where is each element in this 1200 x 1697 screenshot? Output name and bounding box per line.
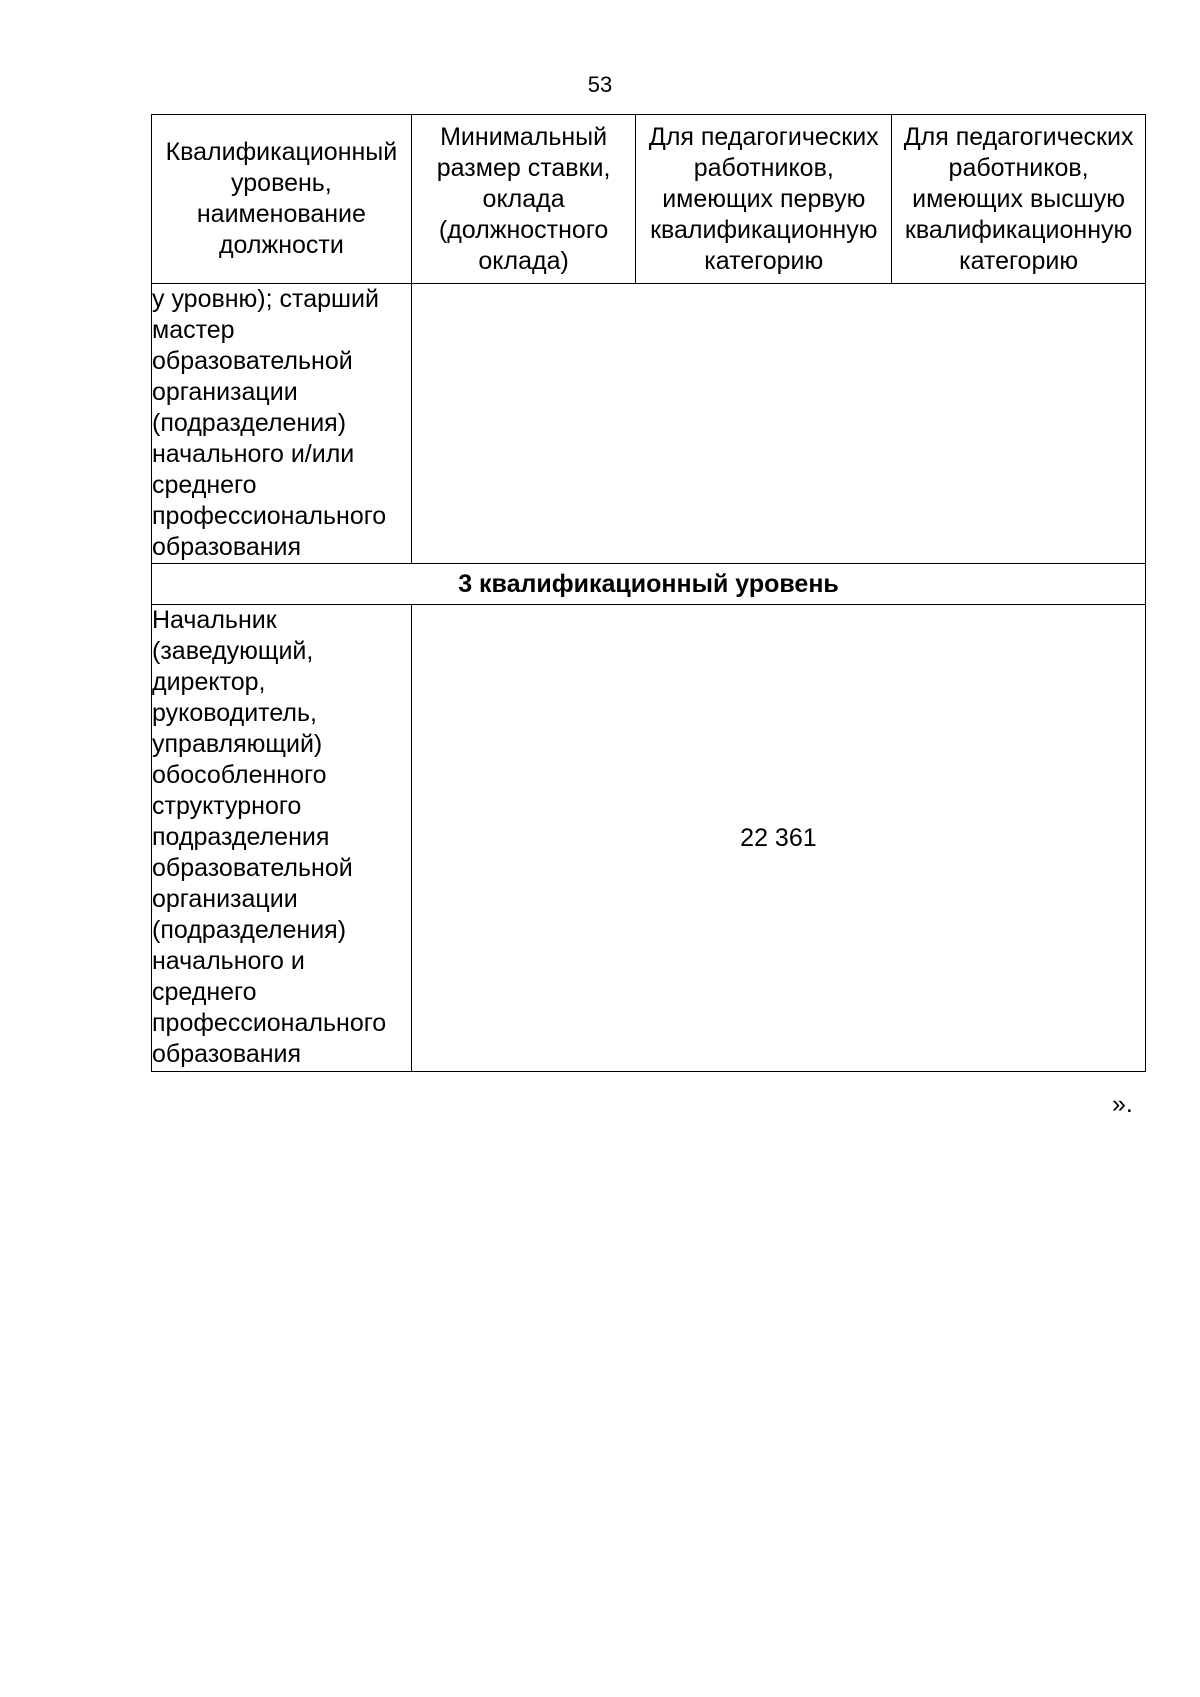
position-name-cell: Начальник (заведующий, директор, руководитель, управляющий) обособленного структурного подразделения образовательной организации (подразделения) начального и среднего профессионального образования [152, 605, 412, 1072]
header-first-category: Для педагогических работников, имеющих первую квалификационную категорию [636, 115, 892, 284]
header-minimum-salary: Минимальный размер ставки, оклада (должностного оклада) [411, 115, 636, 284]
value-cell [411, 284, 1145, 564]
salary-table [151, 114, 1146, 1072]
table-row [152, 605, 1146, 1072]
level-row [152, 564, 1146, 605]
table-row [152, 284, 1146, 564]
header-highest-category: Для педагогических работников, имеющих высшую квалификационную категорию [892, 115, 1146, 284]
salary-value-cell: 22 361 [411, 605, 1145, 1072]
qualification-level-heading: 3 квалификационный уровень [152, 564, 1146, 605]
table-header-row [152, 115, 1146, 284]
page-number: 53 [587, 72, 613, 97]
closing-quote-mark: ». [1112, 1090, 1133, 1118]
header-qualification-level: Квалификационный уровень, наименование должности [152, 115, 412, 284]
position-name-cell: у уровню); старший мастер образовательной организации (подразделения) начального и/или среднего профессионального образования [152, 284, 412, 564]
